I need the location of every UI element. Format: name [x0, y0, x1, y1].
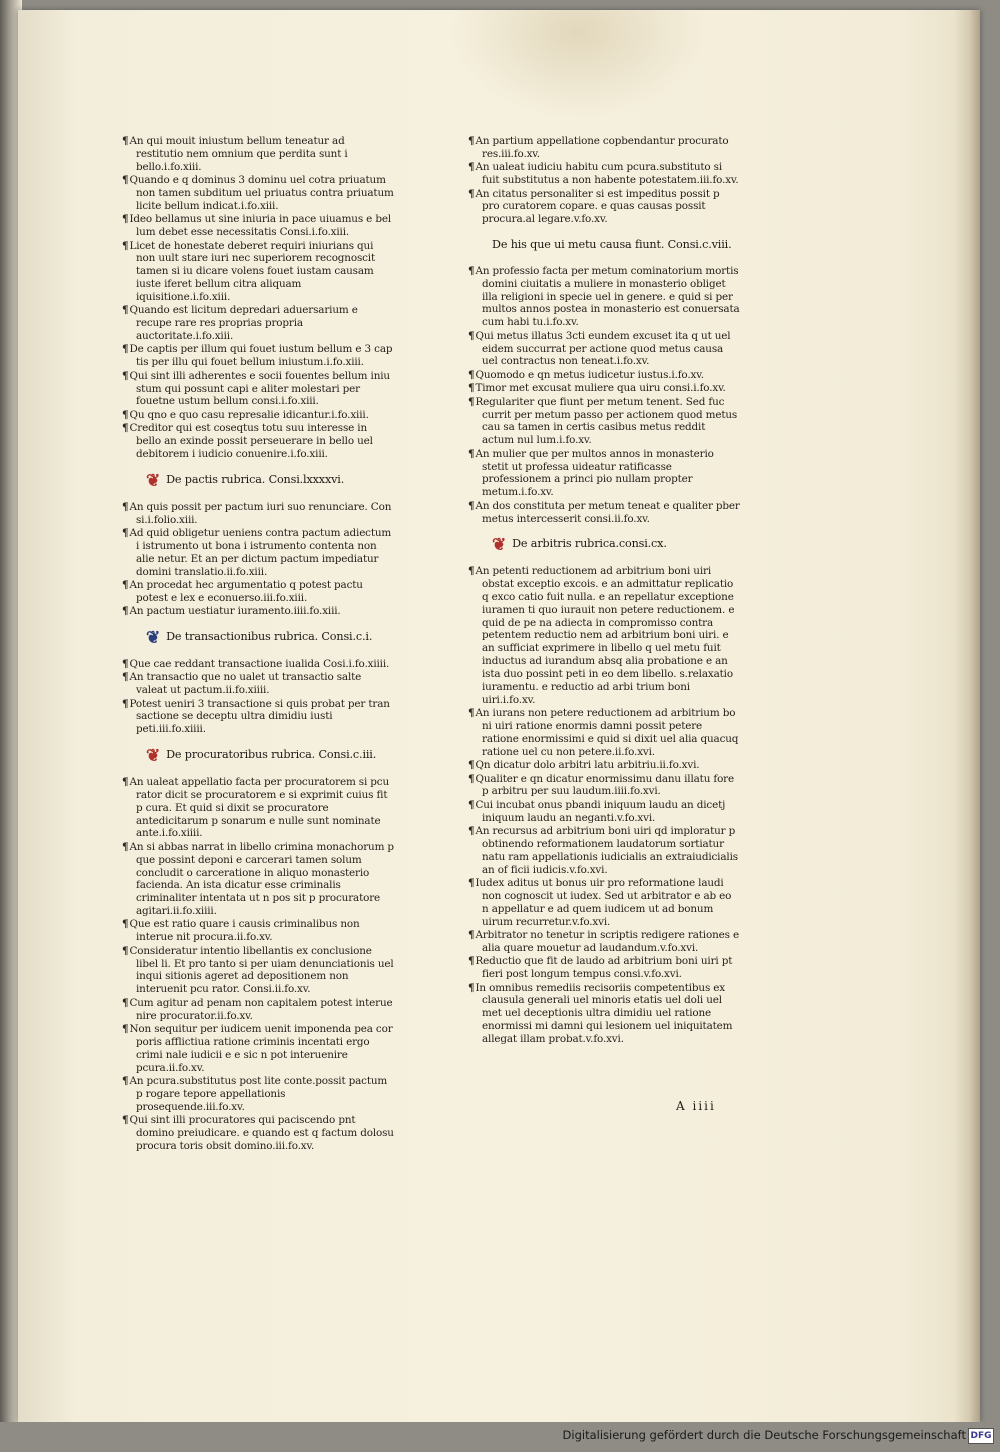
index-entry — [122, 841, 394, 918]
index-entry — [468, 565, 740, 706]
pilcrow-icon: ¶ — [468, 955, 475, 968]
rubric-heading — [146, 746, 394, 767]
pilcrow-icon: ¶ — [122, 174, 129, 187]
index-entry — [468, 759, 740, 772]
entry-text: Cum agitur ad penam non capitalem potest interue nire procurator.ii.fo.xv. — [129, 996, 393, 1022]
pilcrow-icon: ¶ — [468, 565, 475, 578]
index-entry — [468, 448, 740, 499]
rubric-initial-icon: ❦ — [146, 628, 161, 649]
entry-text: Regulariter que fiunt per metum tenent. Sed fuc currit per metum passo per actionem quod metus cau sa tamen in certis casibus metus reddit actum nul lum.i.fo.xv. — [475, 395, 738, 447]
pilcrow-icon: ¶ — [122, 343, 129, 356]
pilcrow-icon: ¶ — [468, 329, 475, 342]
index-entry — [122, 527, 394, 578]
pilcrow-icon: ¶ — [468, 772, 475, 785]
pilcrow-icon: ¶ — [122, 408, 129, 421]
index-entry — [468, 382, 740, 395]
index-entry — [122, 422, 394, 461]
entry-text: De his que ui metu causa fiunt. Consi.c.viii. — [492, 238, 732, 252]
index-entry — [468, 877, 740, 928]
index-entry — [122, 343, 394, 369]
pilcrow-icon: ¶ — [468, 395, 475, 408]
footer-bar — [0, 1422, 1000, 1452]
pilcrow-icon: ¶ — [122, 605, 129, 618]
index-entry — [468, 161, 740, 187]
pilcrow-icon: ¶ — [122, 578, 129, 591]
index-entry — [122, 409, 394, 422]
left-text-column — [122, 135, 394, 1153]
index-entry — [122, 240, 394, 304]
index-entry — [122, 304, 394, 343]
signature-mark: A iiii — [676, 1099, 716, 1113]
index-entry — [122, 213, 394, 239]
entry-text: An quis possit per pactum iuri suo renunciare. Con si.i.folio.xiii. — [129, 500, 392, 526]
pilcrow-icon: ¶ — [122, 1114, 129, 1127]
pilcrow-icon: ¶ — [122, 776, 129, 788]
index-entry — [468, 982, 740, 1046]
pilcrow-icon: ¶ — [468, 825, 475, 838]
pilcrow-icon: ¶ — [468, 382, 475, 395]
entry-text: An qui mouit iniustum bellum teneatur ad restitutio nem omnium que perdita sunt i bello.i.fo.xiii. — [129, 135, 348, 173]
index-entry — [122, 658, 394, 671]
entry-text: Licet de honestate deberet requiri iniurians qui non uult stare iuri nec superiorem recognoscit tamen si iu dicare volens fouet iustam causam iuste iferet bellum citra aliquam iquisitione.i.fo.xiii. — [129, 239, 376, 303]
rubric-heading — [492, 535, 740, 556]
entry-text: Que est ratio quare i causis criminalibus non interue nit procura.ii.fo.xv. — [129, 918, 360, 944]
pilcrow-icon: ¶ — [122, 500, 129, 513]
pilcrow-icon: ¶ — [468, 798, 475, 811]
index-entry — [122, 997, 394, 1023]
entry-text: In omnibus remediis recisoriis competentibus ex clausula generali uel minoris etatis uel doli uel met uel deceptionis ultra dimidiu uel ratione enormissi mi damni qui lesionem uel iniquitatem allegat illam probat.v.fo.xvi. — [475, 981, 733, 1045]
pilcrow-icon: ¶ — [122, 697, 129, 710]
index-entry — [122, 135, 394, 174]
pilcrow-icon: ¶ — [122, 422, 129, 435]
index-entry — [468, 825, 740, 876]
rubric-initial-icon: ❦ — [146, 746, 161, 767]
entry-text: An citatus personaliter si est impeditus possit p pro curatorem copare. e quas causas possit procura.al legare.v.fo.xv. — [475, 187, 720, 226]
pilcrow-icon: ¶ — [468, 368, 475, 381]
entry-text: An petenti reductionem ad arbitrium boni uiri obstat exceptio excois. e an admittatur replicatio q exco catio fuit nulla. e an repellatur exceptione iuramen ti quo iurauit non petere reductionem. e quid de pe na adiecta in compromisso contra petentem reductio nem ad arbitrium boni uiri. e an sufficiat exprimere in libello q uel metu fuit inductus ad iurandum absq alia probatione e an ista duo possint peti in eo dem libello. s.relaxatio iuramentu. e reductio ad arbi trium boni uiri.i.fo.xv. — [475, 565, 735, 706]
entry-text: De arbitris rubrica.consi.cx. — [512, 537, 667, 551]
pilcrow-icon: ¶ — [468, 161, 475, 174]
index-entry — [122, 1075, 394, 1114]
rubric-heading — [146, 628, 394, 649]
pilcrow-icon: ¶ — [468, 981, 475, 994]
pilcrow-icon: ¶ — [468, 929, 475, 941]
pilcrow-icon: ¶ — [122, 1074, 129, 1087]
entry-text: Qui sint illi procuratores qui paciscendo pnt domino preiudicare. e quando est q factum dolosu procura toris obsit domino.iii.fo.xv. — [129, 1114, 394, 1152]
entry-text: Arbitrator no tenetur in scriptis redigere rationes e alia quare mouetur ad laudandum.v.fo.xvi. — [475, 929, 739, 954]
entry-text: Quomodo e qn metus iudicetur iustus.i.fo.xv. — [475, 368, 704, 381]
index-entry — [468, 265, 740, 329]
index-entry — [122, 1114, 394, 1153]
entry-text: Iudex aditus ut bonus uir pro reformatione laudi non cognoscit ut iudex. Sed ut arbitrator e ab eo n appellatur e ad quem iudicem ut ad bonum uirum recurretur.v.fo.xvi. — [475, 877, 732, 928]
index-entry — [122, 174, 394, 213]
entry-text: An transactio que no ualet ut transactio salte valeat ut pactum.ii.fo.xiiii. — [129, 671, 362, 697]
pilcrow-icon: ¶ — [122, 918, 129, 931]
entry-text: Quando e q dominus 3 dominu uel cotra priuatum non tamen subditum uel priuatus contra priuatum licite bellum indicat.i.fo.xiii. — [129, 174, 394, 212]
index-entry — [122, 918, 394, 944]
pilcrow-icon: ¶ — [468, 187, 475, 200]
entry-text: An recursus ad arbitrium boni uiri qd imploratur p obtinendo reformationem laudatorum sortiatur natu ram appellationis iudicialis an extraiudicialis an of ficii iudicis.v.fo.xvi. — [475, 825, 738, 876]
index-entry — [468, 929, 740, 955]
dfg-logo-icon: DFG — [968, 1428, 994, 1444]
index-entry — [122, 698, 394, 737]
index-entry — [468, 773, 740, 799]
entry-text: An dos constituta per metum teneat e qualiter pber metus intercesserit consi.ii.fo.xv. — [475, 499, 740, 525]
pilcrow-icon: ¶ — [122, 135, 129, 147]
entry-text: Qu qno e quo casu represalie idicantur.i.fo.xiii. — [129, 408, 369, 421]
entry-text: Timor met excusat muliere qua uiru consi.i.fo.xv. — [475, 382, 726, 395]
entry-text: An partium appellatione copbendantur procurato res.iii.fo.xv. — [475, 135, 729, 160]
entry-text: Qualiter e qn dicatur enormissimu danu illatu fore p arbitru per suu laudum.iiii.fo.xvi. — [475, 772, 735, 798]
entry-text: Ideo bellamus ut sine iniuria in pace uiuamus e bel lum debet esse necessitatis Consi.i.fo.xiii. — [129, 213, 391, 239]
index-entry — [468, 500, 740, 526]
pilcrow-icon: ¶ — [468, 499, 475, 512]
index-entry — [122, 776, 394, 840]
rubric-initial-icon: ❦ — [492, 535, 507, 556]
entry-text: An pcura.substitutus post lite conte.possit pactum p rogare tepore appellationis prosequende.iii.fo.xv. — [129, 1074, 388, 1113]
right-text-column — [468, 135, 740, 1046]
index-entry — [468, 369, 740, 382]
index-entry — [122, 579, 394, 605]
index-entry — [122, 1023, 394, 1074]
entry-text: An mulier que per multos annos in monasterio stetit ut professa uideatur ratificasse professionem a princi pio nullam propter metum.i.fo.xv. — [475, 447, 714, 499]
entry-text: De transactionibus rubrica. Consi.c.i. — [166, 630, 373, 644]
entry-text: An professio facta per metum cominatorium mortis domini ciuitatis a muliere in monasterio obliget illa religioni in specie uel in genere. e quid si per multos annos postea in monasterio est conuersata cum habi tu.i.fo.xv. — [475, 264, 740, 329]
pilcrow-icon: ¶ — [122, 1023, 129, 1035]
index-entry — [122, 945, 394, 996]
entry-text: An iurans non petere reductionem ad arbitrium bo ni uiri ratione enormis damni possit petere ratione enormissimi e quid si dixit uel alia quacuq ratione uel cu non petere.ii.fo.xvi. — [475, 707, 739, 758]
index-entry — [468, 707, 740, 758]
entry-text: Consideratur intentio libellantis ex conclusione libel li. Et pro tanto si per uiam denunciationis uel inqui sitionis ageret ad depositionem non interuenit pcu rator. Consi.ii.fo.xv. — [129, 944, 394, 996]
pilcrow-icon: ¶ — [122, 369, 129, 382]
pilcrow-icon: ¶ — [122, 239, 129, 252]
pilcrow-icon: ¶ — [122, 944, 129, 957]
pilcrow-icon: ¶ — [122, 304, 129, 317]
rubric-heading — [146, 470, 394, 491]
index-entry — [122, 501, 394, 527]
page-edge-shadow — [954, 10, 980, 1422]
entry-text: Creditor qui est coseqtus totu suu interesse in bello an exinde possit perseuerare in bello uel debitorem i iudicio conuenire.i.fo.xiii. — [129, 422, 373, 460]
pilcrow-icon: ¶ — [468, 877, 475, 890]
entry-text: Reductio que fit de laudo ad arbitrium boni uiri pt fieri post longum tempus consi.v.fo.xvi. — [475, 955, 733, 981]
pilcrow-icon: ¶ — [468, 759, 475, 772]
pilcrow-icon: ¶ — [122, 657, 129, 670]
pilcrow-icon: ¶ — [122, 213, 129, 226]
index-entry — [468, 799, 740, 825]
entry-text: Quando est licitum depredari aduersarium e recupe rare res proprias propria auctoritate.i.fo.xiii. — [129, 304, 358, 343]
pilcrow-icon: ¶ — [122, 526, 129, 539]
entry-text: An procedat hec argumentatio q potest pactu potest e lex e econuerso.iii.fo.xiii. — [129, 578, 363, 604]
entry-text: Qn dicatur dolo arbitri latu arbitriu.ii.fo.xvi. — [475, 759, 700, 772]
entry-text: Ad quid obligetur ueniens contra pactum adiectum i istrumento ut bona i istrumento contenta non alie netur. Et an per dictum pactum impediatur domini translatio.ii.fo.xiii. — [129, 526, 392, 578]
entry-text: De pactis rubrica. Consi.lxxxxvi. — [166, 472, 345, 486]
index-entry — [468, 955, 740, 981]
pilcrow-icon: ¶ — [122, 840, 129, 853]
pilcrow-icon: ¶ — [468, 447, 475, 460]
rubric-initial-icon: ❦ — [146, 470, 161, 491]
index-entry — [468, 135, 740, 161]
footer-credit: Digitalisierung gefördert durch die Deutsche Forschungsgemeinschaft — [562, 1428, 966, 1442]
pilcrow-icon: ¶ — [468, 264, 475, 277]
pilcrow-icon: ¶ — [122, 671, 129, 684]
entry-text: De procuratoribus rubrica. Consi.c.iii. — [166, 748, 377, 762]
index-entry — [122, 370, 394, 409]
entry-text: An ualeat iudiciu habitu cum pcura.substituto si fuit substitutus a non habente potestatem.iii.fo.xv. — [475, 161, 739, 187]
index-entry — [122, 605, 394, 618]
index-entry — [468, 330, 740, 369]
page-stain — [448, 10, 708, 120]
pilcrow-icon: ¶ — [122, 996, 129, 1009]
entry-text: Qui sint illi adherentes e socii fouentes bellum iniu stum qui possunt capi e aliter molestari per fouetne ustum bellum consi.i.fo.xiii. — [129, 369, 390, 408]
rubric-heading — [492, 239, 740, 252]
entry-text: De captis per illum qui fouet iustum bellum e 3 cap tis per illu qui fouet bellum iniustum.i.fo.xiii. — [129, 343, 393, 369]
pilcrow-icon: ¶ — [468, 707, 475, 720]
entry-text: Non sequitur per iudicem uenit imponenda pea cor poris afflictiua ratione criminis incentati ergo crimi nale iudicii e e sic n pot interuenire pcura.ii.fo.xv. — [129, 1023, 393, 1074]
index-entry — [468, 188, 740, 227]
entry-text: Qui metus illatus 3cti eundem excuset ita q ut uel eidem succurrat per actione quod metus causa uel contractus non teneat.i.fo.xv. — [475, 329, 731, 368]
entry-text: Cui incubat onus pbandi iniquum laudu an dicetj iniquum laudu an neganti.v.fo.xvi. — [475, 798, 726, 824]
entry-text: Que cae reddant transactione iualida Cosi.i.fo.xiiii. — [129, 657, 390, 670]
entry-text: An ualeat appellatio facta per procuratorem si pcu rator dicit se procuratorem e si exprimit cuius fit p cura. Et quid si dixit se procuratore antedicitarum p sonarum e nulle sunt nominate ante.i.fo.xiiii. — [129, 776, 390, 840]
entry-text: Potest ueniri 3 transactione si quis probat per tran sactione se deceptu ultra dimidiu iusti peti.iii.fo.xiiii. — [129, 697, 390, 736]
index-entry — [122, 671, 394, 697]
pilcrow-icon: ¶ — [468, 135, 475, 147]
index-entry — [468, 396, 740, 447]
entry-text: An pactum uestiatur iuramento.iiii.fo.xiii. — [129, 605, 341, 618]
entry-text: An si abbas narrat in libello crimina monachorum p que possint deponi e carcerari tamen solum concludit o carceratione in aliquo monasterio facienda. An ista dicatur esse criminalis criminaliter intentata ut n pos sit p procuratore agitari.ii.fo.xiiii. — [129, 840, 394, 918]
